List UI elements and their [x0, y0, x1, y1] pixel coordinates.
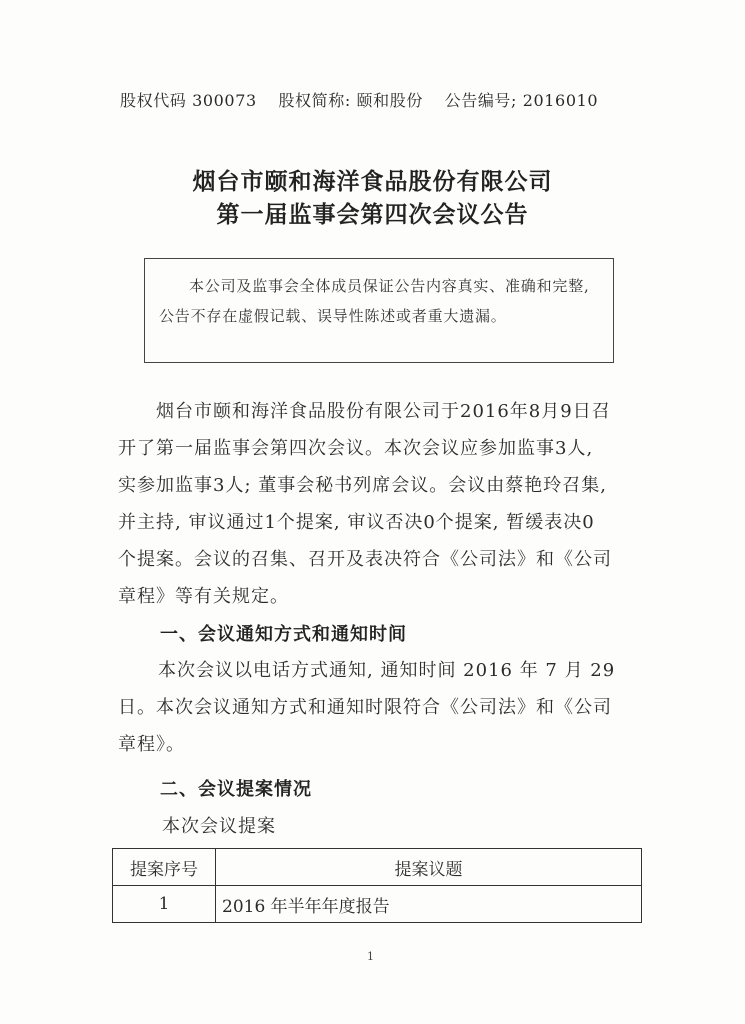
- disclaimer-line-1: 本公司及监事会全体成员保证公告内容真实、准确和完整,: [189, 277, 590, 295]
- title-meeting: 第一届监事会第四次会议公告: [216, 201, 529, 228]
- stock-short-name: 股权简称: 颐和股份: [278, 91, 423, 110]
- notice-number: 公告编号; 2016010: [444, 91, 599, 110]
- paragraph-line: 章程》等有关规定。: [118, 586, 289, 607]
- paragraph-line: 实参加监事3人; 董事会秘书列席会议。会议由蔡艳玲召集,: [118, 475, 607, 496]
- stock-code: 股权代码 300073: [120, 91, 257, 110]
- proposals-table: [112, 848, 642, 923]
- paragraph-line: 日。本次会议通知方式和通知时限符合《公司法》和《公司: [118, 697, 612, 718]
- page-number: 1: [367, 950, 374, 963]
- proposals-intro: 本次会议提案: [162, 816, 276, 837]
- table-header-row: [113, 849, 642, 886]
- table-row: [113, 886, 642, 923]
- notice-method-paragraph: [118, 652, 638, 763]
- proposal-topic: 2016 年半年年度报告: [216, 886, 642, 923]
- paragraph-line: 本次会议以电话方式通知, 通知时间 2016 年 7 月 29: [158, 660, 616, 681]
- paragraph-line: 并主持, 审议通过1个提案, 审议否决0个提案, 暂缓表决0: [118, 512, 595, 533]
- section-heading-notice: 一、会议通知方式和通知时间: [160, 624, 407, 645]
- paragraph-line: 个提案。会议的召集、召开及表决符合《公司法》和《公司: [118, 549, 612, 570]
- column-header-topic: 提案议题: [216, 849, 642, 886]
- column-header-number: 提案序号: [113, 849, 216, 886]
- paragraph-line: 烟台市颐和海洋食品股份有限公司于2016年8月9日召: [156, 401, 611, 422]
- title-company: 烟台市颐和海洋食品股份有限公司: [192, 168, 553, 195]
- section-heading-proposals: 二、会议提案情况: [160, 779, 312, 800]
- disclaimer-line-2: 公告不存在虚假记载、误导性陈述或者重大遗漏。: [159, 307, 507, 325]
- meeting-summary-paragraph: [118, 393, 638, 615]
- paragraph-line: 开了第一届监事会第四次会议。本次会议应参加监事3人,: [118, 438, 594, 459]
- paragraph-line: 章程》。: [118, 734, 185, 755]
- header-line: [120, 88, 640, 111]
- proposal-number: 1: [113, 886, 216, 923]
- disclaimer-box: [144, 258, 614, 363]
